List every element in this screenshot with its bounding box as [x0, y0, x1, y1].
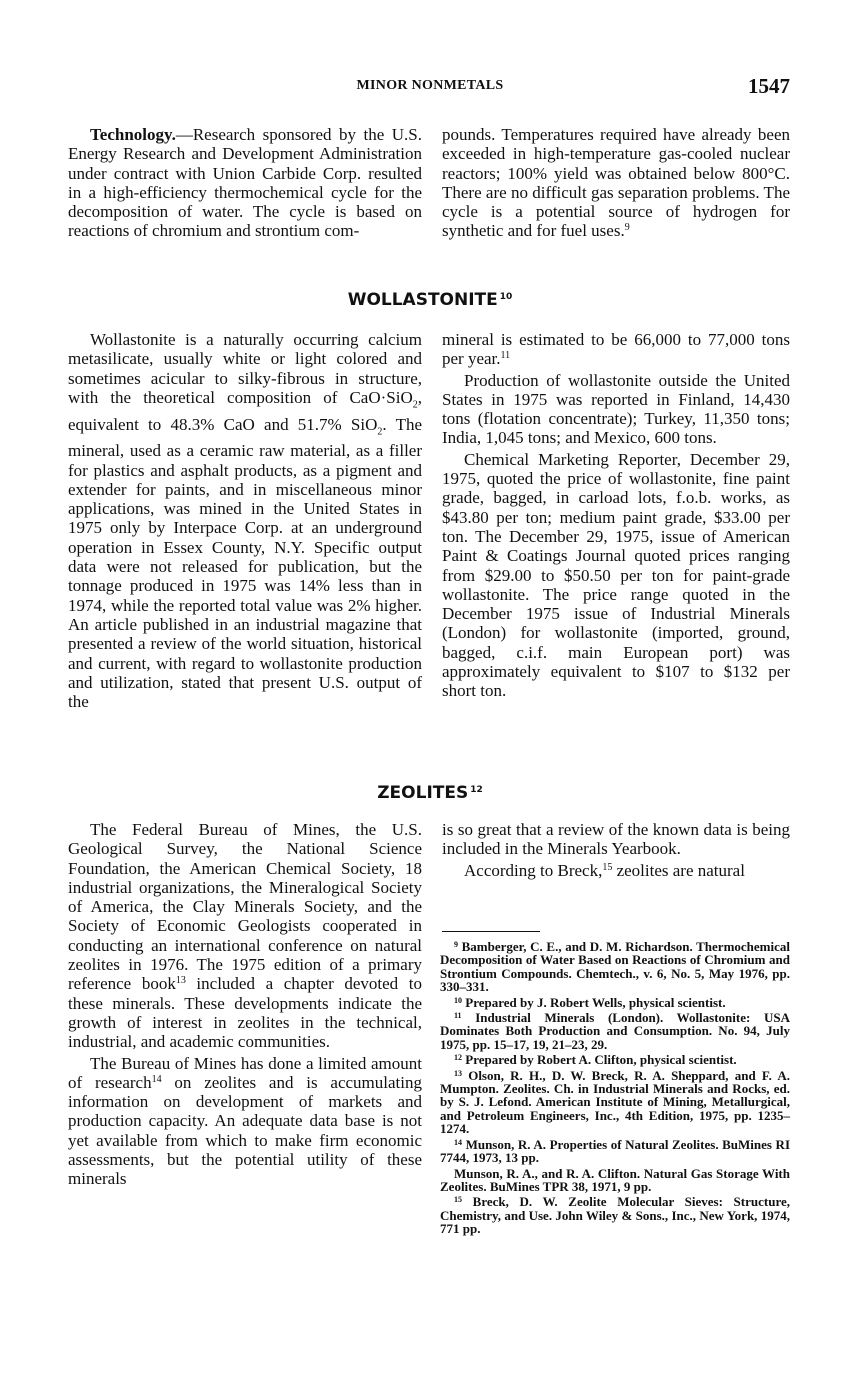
footnote-number: 12: [454, 1053, 462, 1063]
zeolites-heading: [0, 783, 860, 803]
footnote-number: 9: [454, 940, 458, 949]
footnote-divider: [442, 931, 540, 932]
zeolites-text-1b: included a chapter devoted to these minerals. These developments indicate the growth of interest in zeolites in the technical, industrial, and academic communities.: [68, 974, 423, 1052]
footnote-text: Prepared by J. Robert Wells, physical scientist.: [465, 994, 726, 1010]
footnote-ref-10: 10: [499, 292, 513, 302]
page-number: 1547: [748, 74, 790, 98]
footnote-text: Munson, R. A., and R. A. Clifton. Natural Gas Storage With Zeolites. BuMines TPR 38, 1971, 9 pp.: [440, 1165, 790, 1194]
wollastonite-text-b: , equivalent to 48.3% CaO and 51.7% SiO: [68, 387, 422, 434]
zeolites-text-1a: The Federal Bureau of Mines, the U.S. Geological Survey, the National Science Foundation, the American Chemical Society, 18 industrial organizations, the Mineralogical Society of America, the Clay Minerals Society, and the Society of Economic Geologists cooperated in conducting an international conference on natural zeolites in 1976. The 1975 edition of a primary reference book: [68, 820, 422, 994]
zeolites-paragraph-1: [68, 820, 422, 1052]
wollastonite-paragraph-2: Production of wollastonite outside the United States in 1975 was reported in Finland, 14,430 tons (flotation concentrate); Turkey, 11,350 tons; India, 1,045 tons; and Mexico, 600 tons.: [442, 370, 790, 448]
wollastonite-right-column: [442, 330, 790, 701]
footnote-number: 13: [454, 1068, 462, 1078]
technology-right-column: [442, 125, 790, 241]
footnote: [440, 1167, 790, 1194]
footnote-number: 10: [454, 995, 462, 1005]
footnote-text: Munson, R. A. Properties of Natural Zeolites. BuMines RI 7744, 1973, 13 pp.: [440, 1136, 790, 1166]
footnote: [440, 940, 790, 994]
footnote-ref-12: 12: [470, 785, 483, 795]
zeolites-breck-text-b: zeolites are natural: [612, 860, 745, 880]
zeolites-breck-text-a: According to Breck,: [464, 860, 603, 880]
footnote-text: Industrial Minerals (London). Wollastonite: USA Dominates Both Production and Consumption. No. 94, July 1975, pp. 15–17, 19, 21–23, 29.: [440, 1010, 790, 1052]
footnote-text: Olson, R. H., D. W. Breck, R. A. Sheppard, and F. A. Mumpton. Zeolites. Ch. in Industrial Minerals and Rocks, ed. by S. J. Lefond. American Institute of Mining, Metallurgical, and Petroleum Engineers, Inc., 4th Edition, 1975, pp. 1235–1274.: [440, 1067, 790, 1137]
technology-text-left: —Research sponsored by the U.S. Energy Research and Development Administration under contract with Union Carbide Corp. resulted in a high-efficiency thermochemical cycle for the decomposition of water. The cycle is based on reactions of chromium and strontium com-: [68, 125, 422, 241]
subscript-2: 2: [377, 425, 383, 437]
technology-lead: Technology.: [90, 125, 176, 144]
footnote-number: 14: [454, 1137, 462, 1147]
wollastonite-paragraph-3: Chemical Marketing Reporter, December 29, 1975, quoted the price of wollastonite, fine paint grade, bagged, in carload lots, f.o.b. works, as $43.80 per ton; medium paint grade, $33.00 per ton. The December 29, 1975, issue of American Paint & Coatings Journal quoted prices ranging from $29.00 to $50.50 per ton for paint-grade wollastonite. The price range quoted in the December 1975 issue of Industrial Minerals (London) for wollastonite (imported, ground, bagged, c.i.f. main European port) was approximately equivalent to $107 to $132 per short ton.: [442, 449, 790, 701]
footnote-number: 15: [454, 1195, 462, 1205]
running-title: MINOR NONMETALS: [356, 78, 504, 93]
footnote: [440, 1069, 790, 1136]
footnote: [440, 1195, 790, 1235]
wollastonite-text-c: . The mineral, used as a ceramic raw material, as a filler for plastics and asphalt products, as a pigment and extender for paints, and in miscellaneous minor applications, was mined in the United States in 1975 only by Interpace Corp. at an underground operation in Essex County, N.Y. Specific output data were not released for publication, but the tonnage produced in 1975 was 14% less than in 1974, while the reported total value was 2% higher. An article published in an industrial magazine that presented a review of the world situation, historical and current, with regard to wollastonite production and utilization, stated that present U.S. output of the: [68, 414, 423, 712]
footnote-text: Breck, D. W. Zeolite Molecular Sieves: Structure, Chemistry, and Use. John Wiley & Sons., Inc., New York, 1974, 771 pp.: [440, 1194, 791, 1237]
footnotes: [440, 940, 790, 1238]
footnote: [440, 1011, 790, 1051]
footnote-ref-14: 14: [151, 1073, 162, 1085]
zeolites-paragraph-breck: [442, 861, 790, 880]
footnote-number: 11: [454, 1011, 462, 1021]
footnote-text: Prepared by Robert A. Clifton, physical scientist.: [465, 1052, 737, 1068]
zeolites-text-2b: on zeolites and is accumulating information on development of markets and production capacity. An adequate data base is not yet available from which to make firm economic assessments, but the potential utility of these minerals: [68, 1072, 422, 1189]
wollastonite-heading: [0, 290, 860, 310]
footnote-ref-15: 15: [602, 861, 613, 873]
footnote-ref-11: 11: [500, 350, 511, 362]
technology-text-right: pounds. Temperatures required have already been exceeded in high-temperature gas-cooled nuclear reactors; 100% yield was obtained below 800°C. There are no difficult gas separation problems. The cycle is a potential source of hydrogen for synthetic and for fuel uses.: [442, 125, 790, 241]
footnote-ref-9: 9: [624, 222, 630, 234]
subscript-2: 2: [412, 399, 418, 411]
technology-paragraph: [68, 125, 422, 241]
wollastonite-left-column: [68, 330, 422, 711]
zeolites-paragraph-2: [68, 1054, 422, 1189]
wollastonite-text-a: Wollastonite is a naturally occurring calcium metasilicate, usually white or light colored and sometimes acicular to silky-fibrous in structure, with the theoretical composition of CaO·SiO: [68, 330, 422, 407]
technology-left-column: [68, 125, 422, 241]
wollastonite-paragraph-continued: [442, 330, 790, 369]
zeolites-right-column: [442, 820, 790, 880]
wollastonite-right-text-1: mineral is estimated to be 66,000 to 77,000 tons per year.: [442, 330, 790, 369]
zeolites-left-column: [68, 820, 422, 1189]
zeolites-paragraph-continued: is so great that a review of the known data is being included in the Minerals Yearbook.: [442, 820, 790, 859]
wollastonite-heading-text: WOLLASTONITE: [347, 290, 498, 310]
technology-paragraph-continued: [442, 125, 790, 241]
footnote: [440, 1138, 790, 1165]
footnote: [440, 1053, 790, 1066]
footnote-ref-13: 13: [175, 975, 186, 987]
footnote: [440, 996, 790, 1009]
footnote-text: Bamberger, C. E., and D. M. Richardson. Thermochemical Decomposition of Water Based on Reactions of Chromium and Strontium Compounds. Chemtech., v. 6, No. 5, May 1976, pp. 330–331.: [440, 939, 791, 995]
wollastonite-paragraph-1: [68, 330, 422, 711]
zeolites-heading-text: ZEOLITES: [377, 783, 469, 803]
zeolites-text-2a: The Bureau of Mines has done a limited amount of research: [68, 1053, 422, 1092]
